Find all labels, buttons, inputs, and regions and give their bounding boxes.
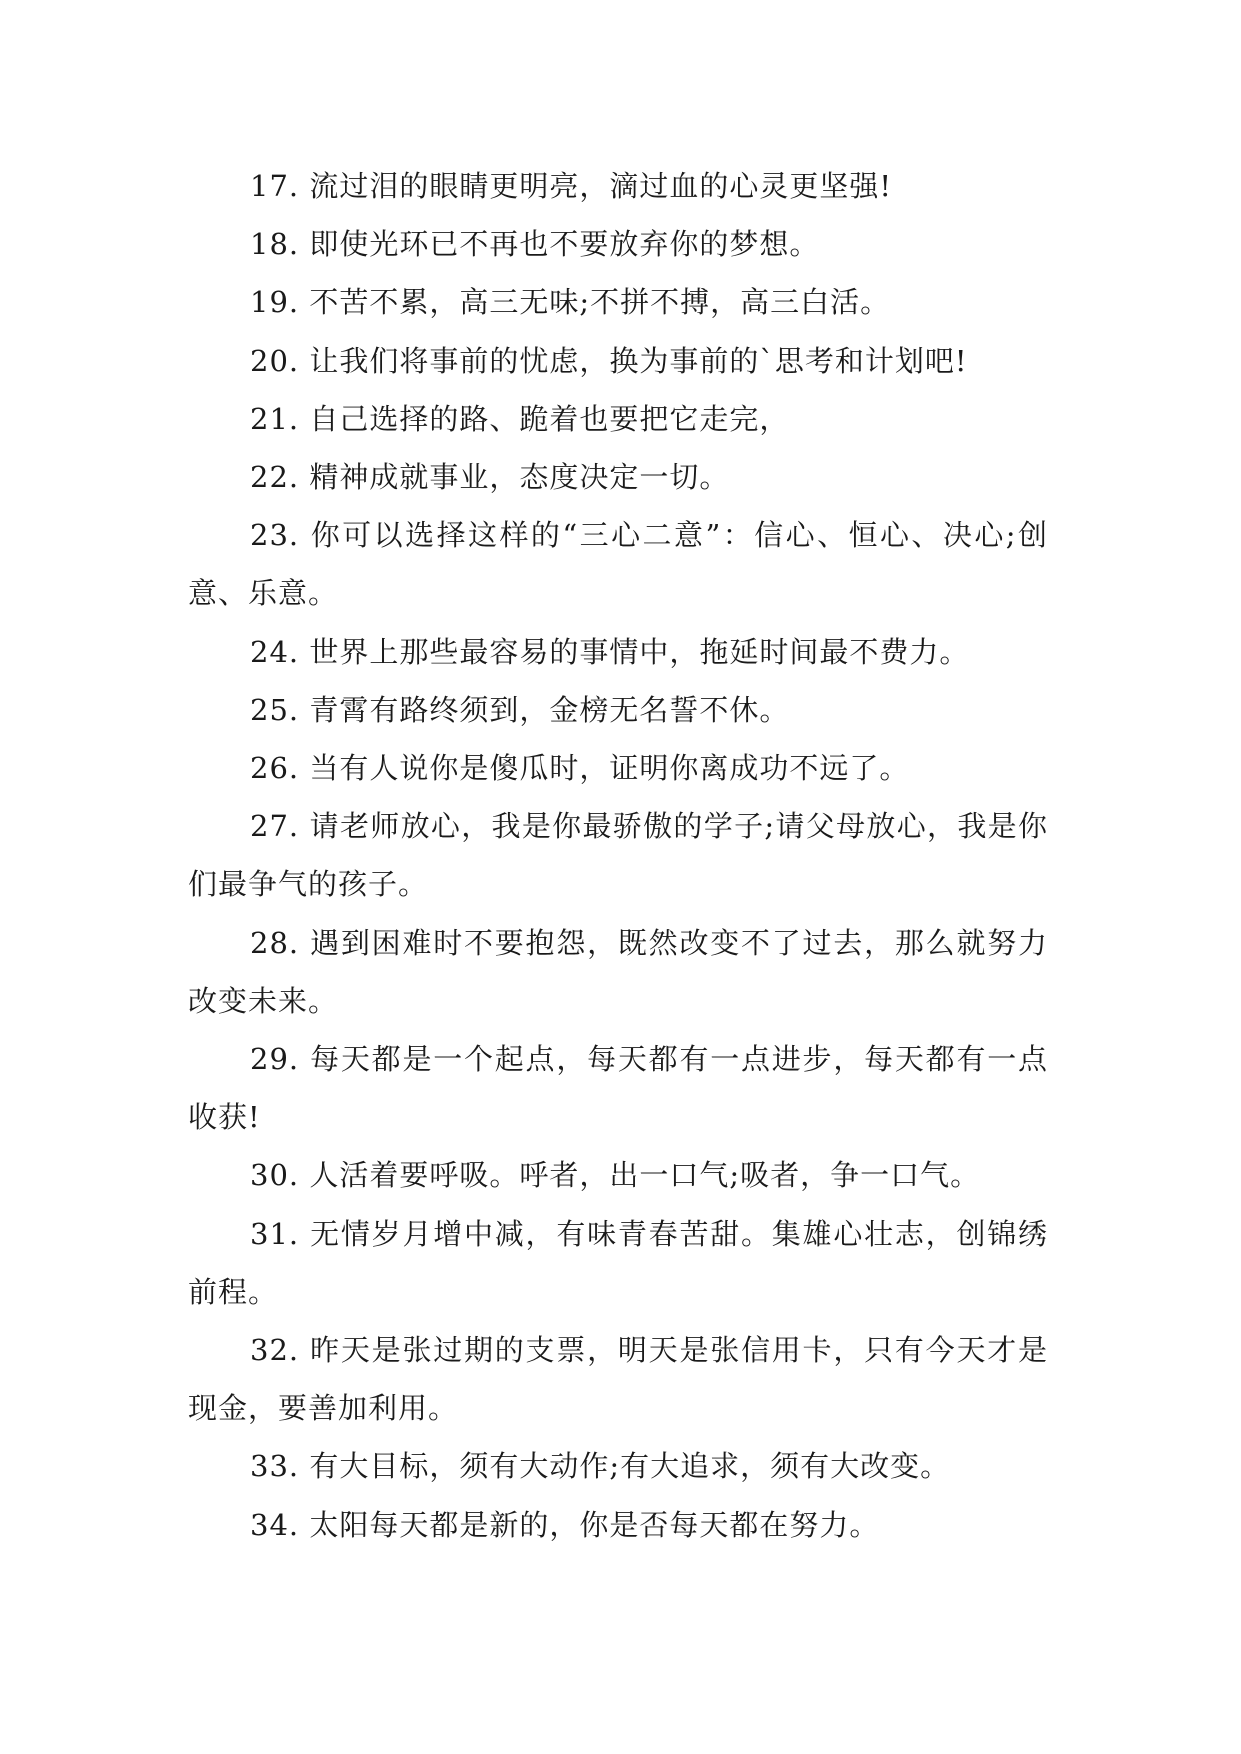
document-body bbox=[188, 157, 1048, 1554]
paragraph-24: 24. 世界上那些最容易的事情中，拖延时间最不费力。 bbox=[250, 634, 970, 669]
paragraph-30: 30. 人活着要呼吸。呼者，出一口气;吸者，争一口气。 bbox=[250, 1158, 981, 1193]
paragraph-28: 28. 遇到困难时不要抱怨，既然改变不了过去，那么就努力改变未来。 bbox=[188, 925, 1048, 1018]
paragraph-27: 27. 请老师放心，我是你最骄傲的学子;请父母放心，我是你们最争气的孩子。 bbox=[188, 809, 1048, 902]
paragraph-31: 31. 无情岁月增中减，有味青春苦甜。集雄心壮志，创锦绣前程。 bbox=[188, 1216, 1048, 1309]
paragraph-25: 25. 青霄有路终须到，金榜无名誓不休。 bbox=[250, 692, 790, 727]
paragraph-29: 29. 每天都是一个起点，每天都有一点进步，每天都有一点收获! bbox=[188, 1042, 1048, 1135]
paragraph-23: 23. 你可以选择这样的“三心二意”：信心、恒心、决心;创意、乐意。 bbox=[188, 518, 1048, 611]
paragraph-32: 32. 昨天是张过期的支票，明天是张信用卡，只有今天才是现金，要善加利用。 bbox=[188, 1333, 1048, 1426]
paragraph-18: 18. 即使光环已不再也不要放弃你的梦想。 bbox=[250, 227, 820, 262]
paragraph-20: 20. 让我们将事前的忧虑，换为事前的`思考和计划吧! bbox=[250, 343, 968, 378]
paragraph-17: 17. 流过泪的眼睛更明亮，滴过血的心灵更坚强! bbox=[250, 169, 892, 203]
paragraph-21: 21. 自己选择的路、跪着也要把它走完， bbox=[250, 401, 790, 436]
paragraph-19: 19. 不苦不累，高三无味;不拼不搏，高三白活。 bbox=[250, 285, 891, 320]
paragraph-22: 22. 精神成就事业，态度决定一切。 bbox=[250, 460, 730, 495]
paragraph-34: 34. 太阳每天都是新的，你是否每天都在努力。 bbox=[250, 1507, 880, 1542]
paragraph-26: 26. 当有人说你是傻瓜时，证明你离成功不远了。 bbox=[250, 751, 910, 786]
paragraph-33: 33. 有大目标，须有大动作;有大追求，须有大改变。 bbox=[250, 1449, 951, 1484]
